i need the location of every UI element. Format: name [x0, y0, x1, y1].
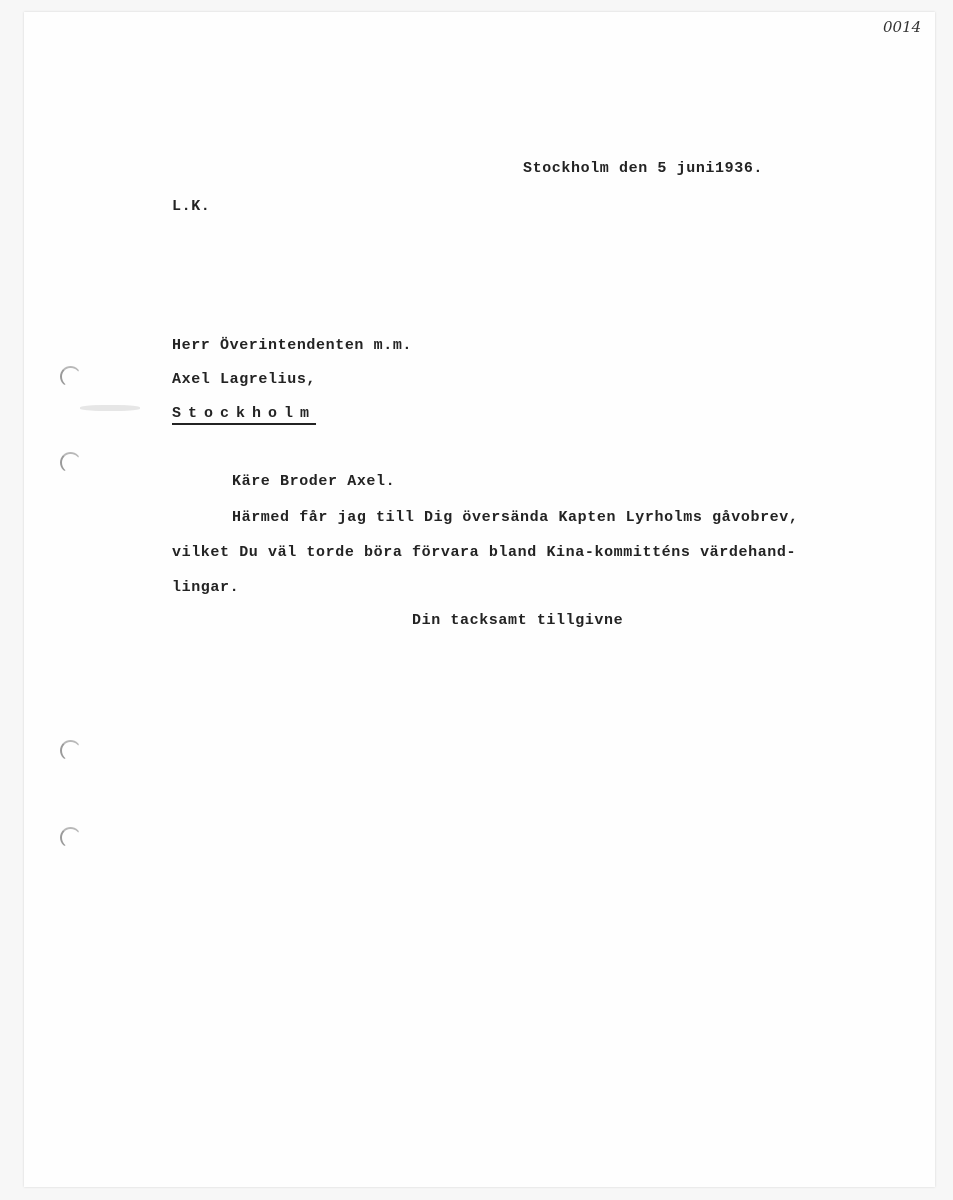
closing: Din tacksamt tillgivne — [412, 612, 624, 629]
document-page — [24, 12, 935, 1187]
punch-hole-icon — [60, 827, 81, 848]
smudge-mark — [80, 405, 140, 411]
punch-hole-icon — [60, 366, 81, 387]
punch-hole-icon — [60, 452, 81, 473]
recipient-title: Herr Överintendenten m.m. — [172, 337, 413, 354]
body-line: vilket Du väl torde böra förvara bland Kina-kommitténs värdehand- — [172, 544, 797, 561]
archive-number: 0014 — [883, 18, 922, 36]
date-line: Stockholm den 5 juni1936. — [523, 160, 764, 177]
body-line: Härmed får jag till Dig översända Kapten Lyrholms gåvobrev, — [232, 509, 799, 526]
punch-hole-icon — [60, 740, 81, 761]
recipient-name: Axel Lagrelius, — [172, 371, 317, 388]
body-line: lingar. — [172, 579, 240, 596]
recipient-city: Stockholm — [172, 405, 317, 422]
salutation: Käre Broder Axel. — [232, 473, 396, 490]
sender-initials: L.K. — [172, 198, 211, 215]
